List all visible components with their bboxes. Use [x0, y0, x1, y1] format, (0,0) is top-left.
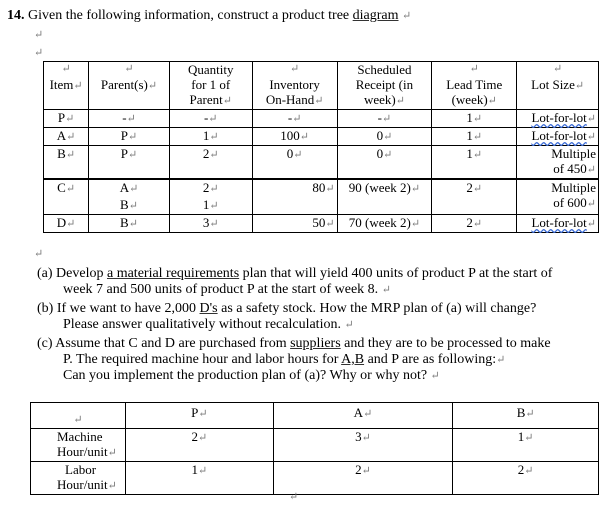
- row-label-machine: Machine Hour/unit↵: [31, 429, 126, 462]
- part-b-label: (b): [37, 301, 54, 316]
- header-scheduled: Scheduled Receipt (in week)↵: [337, 62, 432, 110]
- inventory-cell: -↵: [252, 110, 337, 128]
- lot-cell: Lot-for-lot↵: [517, 128, 599, 146]
- hours-table: [30, 402, 599, 495]
- machine-a-cell: 3↵: [273, 429, 453, 462]
- header-quantity: Quantity for 1 of Parent↵: [169, 62, 252, 110]
- lot-cell: Multiple of 450↵: [517, 146, 599, 180]
- lot-cell: Multiple of 600↵: [517, 179, 599, 215]
- parents-cell: A↵ B↵: [89, 179, 170, 215]
- ds-link[interactable]: D's: [199, 301, 218, 316]
- machine-p-cell: 2↵: [125, 429, 273, 462]
- labor-p-cell: 1↵: [125, 462, 273, 495]
- labor-a-cell: 2↵: [273, 462, 453, 495]
- lot-cell: Lot-for-lot↵: [517, 215, 599, 233]
- item-cell: C↵: [44, 179, 89, 215]
- table-row: [44, 215, 599, 233]
- item-cell: P↵: [44, 110, 89, 128]
- hours-header-b: B↵: [453, 403, 599, 429]
- qty-cell: -↵: [169, 110, 252, 128]
- header-item: ↵ Item↵: [44, 62, 89, 110]
- hours-header-row: [31, 403, 599, 429]
- hours-header-blank: ↵: [31, 403, 126, 429]
- question-title: [7, 8, 411, 24]
- part-c: (c) Assume that C and D are purchased from suppliers and they are to be processed to make P. The required machine hour and labor hours for A,B and P are as following:↵ Can you implement the production plan of (a)? Why or why not? ↵: [37, 336, 551, 383]
- table-row: [44, 128, 599, 146]
- inventory-table: [43, 61, 599, 233]
- part-a-label: (a): [37, 266, 53, 281]
- diagram-link[interactable]: diagram: [352, 8, 399, 23]
- header-lead-time: ↵ Lead Time (week)↵: [432, 62, 517, 110]
- empty-paragraph-1: ↵: [34, 29, 44, 41]
- lead-cell: 1↵: [432, 128, 517, 146]
- header-parents: ↵ Parent(s)↵: [89, 62, 170, 110]
- lot-cell: Lot-for-lot↵: [517, 110, 599, 128]
- lead-cell: 1↵: [432, 146, 517, 180]
- parents-cell: -↵: [89, 110, 170, 128]
- inventory-cell: 80↵: [252, 179, 337, 215]
- ab-link[interactable]: A,B: [341, 352, 365, 367]
- lead-cell: 1↵: [432, 110, 517, 128]
- lead-cell: 2↵: [432, 179, 517, 215]
- scheduled-cell: 90 (week 2)↵: [337, 179, 432, 215]
- inventory-cell: 50↵: [252, 215, 337, 233]
- qty-cell: 2↵: [169, 146, 252, 180]
- empty-paragraph-4: ↵: [289, 491, 299, 503]
- item-cell: D↵: [44, 215, 89, 233]
- table-row: [44, 110, 599, 128]
- parents-cell: B↵: [89, 215, 170, 233]
- part-a: (a) Develop a material requirements plan that will yield 400 units of product P at the start of week 7 and 500 units of product P at the start of week 8. ↵: [37, 266, 553, 297]
- qty-cell: 2↵ 1↵: [169, 179, 252, 215]
- parents-cell: P↵: [89, 146, 170, 180]
- inventory-header-row: [44, 62, 599, 110]
- table-row: [44, 146, 599, 180]
- qty-cell: 1↵: [169, 128, 252, 146]
- inventory-cell: 0↵: [252, 146, 337, 180]
- part-b: (b) If we want to have 2,000 D's as a safety stock. How the MRP plan of (a) will change? Please answer qualitatively without recalculation. ↵: [37, 301, 537, 332]
- parents-cell: P↵: [89, 128, 170, 146]
- table-row: [31, 429, 599, 462]
- question-text: Given the following information, construct a product tree diagram ↵: [28, 8, 412, 23]
- paragraph-mark: ↵: [402, 10, 412, 22]
- header-lot-size: ↵ Lot Size↵: [517, 62, 599, 110]
- scheduled-cell: 0↵: [337, 146, 432, 180]
- scheduled-cell: 70 (week 2)↵: [337, 215, 432, 233]
- scheduled-cell: -↵: [337, 110, 432, 128]
- labor-b-cell: 2↵: [453, 462, 599, 495]
- question-number: 14.: [7, 8, 25, 23]
- part-c-label: (c): [37, 336, 53, 351]
- lead-cell: 2↵: [432, 215, 517, 233]
- hours-header-p: P↵: [125, 403, 273, 429]
- header-inventory: ↵ Inventory On-Hand↵: [252, 62, 337, 110]
- table-row: [31, 462, 599, 495]
- scheduled-cell: 0↵: [337, 128, 432, 146]
- mrp-link[interactable]: a material requirements: [106, 266, 240, 281]
- table-row: [44, 179, 599, 215]
- qty-cell: 3↵: [169, 215, 252, 233]
- empty-paragraph-3: ↵: [34, 248, 44, 260]
- machine-b-cell: 1↵: [453, 429, 599, 462]
- hours-header-a: A↵: [273, 403, 453, 429]
- row-label-labor: Labor Hour/unit↵: [31, 462, 126, 495]
- item-cell: B↵: [44, 146, 89, 180]
- suppliers-link[interactable]: suppliers: [290, 336, 341, 351]
- item-cell: A↵: [44, 128, 89, 146]
- inventory-cell: 100↵: [252, 128, 337, 146]
- empty-paragraph-2: ↵: [34, 47, 44, 59]
